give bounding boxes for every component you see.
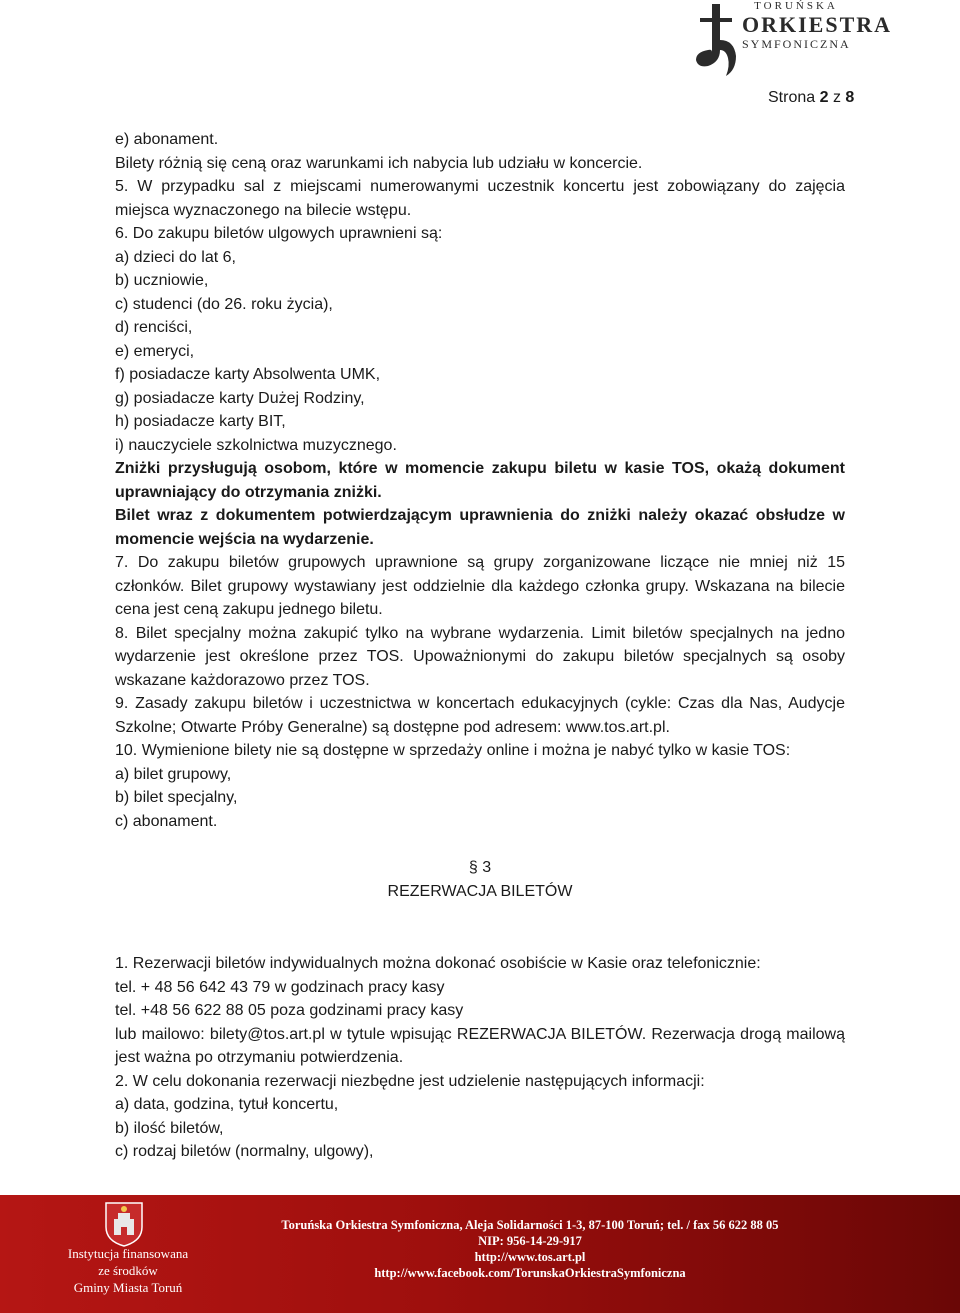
phone-line: tel. + 48 56 642 43 79 w godzinach pracy kasy [115,978,445,996]
footer-website-link[interactable]: http://www.tos.art.pl [474,1250,586,1264]
reservation-paragraph-1: 1. Rezerwacji biletów indywidualnych można dokonać osobiście w Kasie oraz telefonicznie: [115,955,761,972]
footer-facebook-link[interactable]: http://www.facebook.com/TorunskaOrkiestraSymfoniczna [374,1266,686,1280]
paragraph-6: 6. Do zakupu biletów ulgowych uprawnieni są: [115,225,443,242]
logo-line-3: SYMFONICZNA [742,37,851,51]
document-body [115,128,845,1164]
logo-line-1: TORUŃSKA [754,0,838,12]
list-item: a) data, godzina, tytuł koncertu, [115,1096,339,1113]
list-item: c) abonament. [115,812,218,830]
reservation-paragraph-2: 2. W celu dokonania rezerwacji niezbędne jest udzielenie następujących informacji: [115,1072,705,1090]
city-crest-icon [102,1201,146,1247]
list-item: c) rodzaj biletów (normalny, ulgowy), [115,1143,374,1160]
section-number: § 3 [468,859,492,876]
list-item: b) bilet specjalny, [115,789,238,806]
page-number: Strona 2 z 8 [768,89,855,106]
orchestra-logo [690,0,893,80]
paragraph-7: 7. Do zakupu biletów grupowych uprawnione są grupy zorganizowane liczące nie mniej niż 15 członków. Bilet grupowy wystawiany jest oddzielnie dla każdego członka grupy. Wskazana na bilecie cena jest ceną zakupu jednego biletu. [115,554,845,618]
footer-bar [0,1195,960,1313]
footer-address: Toruńska Orkiestra Symfoniczna, Aleja Solidarności 1-3, 87-100 Toruń; tel. / fax 56 622 88 05 [281,1218,779,1232]
list-item: i) nauczyciele szkolnictwa muzycznego. [115,436,397,454]
footer-nip: NIP: 956-14-29-917 [478,1234,582,1248]
text-line: Bilety różnią się ceną oraz warunkami ich nabycia lub udziału w koncercie. [115,154,643,172]
paragraph-8: 8. Bilet specjalny można zakupić tylko na wybrane wydarzenia. Limit biletów specjalnych na jedno wydarzenie jest określone przez TOS. Upoważnionymi do zakupu biletów specjalnych są osoby wskazane każdorazowo przez TOS. [115,624,845,689]
list-item: a) bilet grupowy, [115,765,232,783]
email-paragraph: lub mailowo: bilety@tos.art.pl w tytule wpisując REZERWACJA BILETÓW. Rezerwacja drogą mailową jest ważna po otrzymaniu potwierdzenia. [115,1025,845,1066]
list-item: e) emeryci, [115,342,195,360]
bold-note-ticket: Bilet wraz z dokumentem potwierdzającym uprawnienia do zniżki należy okazać obsłudze w momencie wejścia na wydarzenie. [115,507,845,548]
text-line: e) abonament. [115,131,219,148]
list-item: g) posiadacze karty Dużej Rodziny, [115,389,365,407]
paragraph-9: 9. Zasady zakupu biletów i uczestnictwa w koncertach edukacyjnych (cykle: Czas dla Nas, Audycje Szkolne; Otwarte Próby Generalne) są dostępne pod adresem: www.tos.art.pl. [115,695,845,736]
list-item: b) uczniowie, [115,272,209,289]
phone-line: tel. +48 56 622 88 05 poza godzinami pracy kasy [115,1002,464,1019]
list-item: d) renciści, [115,319,193,336]
music-note-logo-icon [690,0,750,80]
section-title: REZERWACJA BILETÓW [387,882,573,900]
paragraph-10: 10. Wymienione bilety nie są dostępne w sprzedaży online i można je nabyć tylko w kasie TOS: [115,742,791,759]
list-item: b) ilość biletów, [115,1119,224,1137]
list-item: c) studenci (do 26. roku życia), [115,295,333,313]
paragraph-5: 5. W przypadku sal z miejscami numerowanymi uczestnik koncertu jest zobowiązany do zajęcia miejsca wyznaczonego na bilecie wstępu. [115,178,845,219]
list-item: a) dzieci do lat 6, [115,248,236,266]
footer-funding: Instytucja finansowana ze środków Gminy Miasta Toruń [67,1246,189,1295]
logo-line-2: ORKIESTRA [742,12,893,37]
bold-note-discounts: Zniżki przysługują osobom, które w momencie zakupu biletu w kasie TOS, okażą dokument uprawniający do otrzymania zniżki. [115,460,845,501]
footer-contact [270,1217,790,1281]
list-item: f) posiadacze karty Absolwenta UMK, [115,366,381,383]
list-item: h) posiadacze karty BIT, [115,413,286,430]
